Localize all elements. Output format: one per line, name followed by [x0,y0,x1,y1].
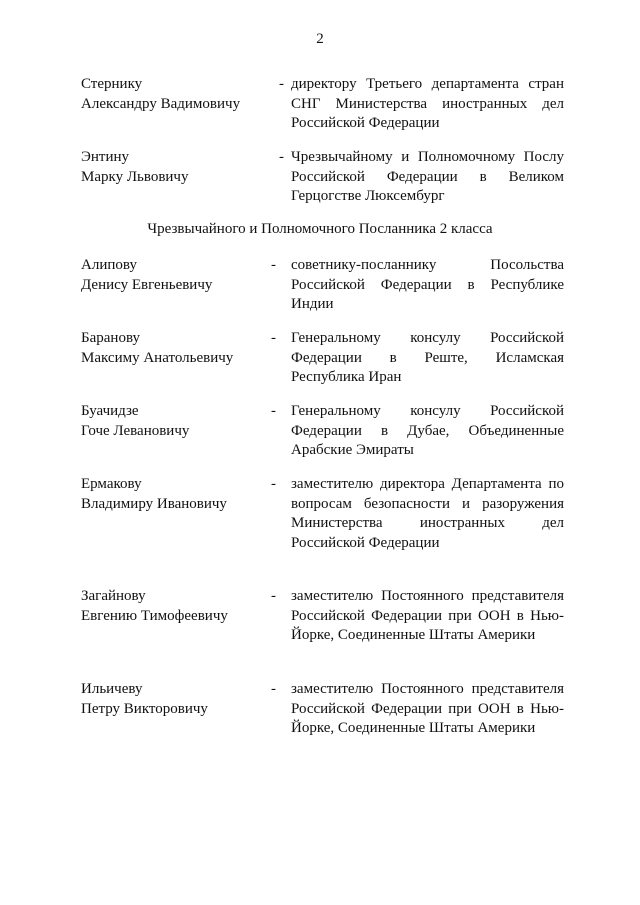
recipient-surname: Баранову [81,330,141,346]
recipient-given-names: Александру Вадимовичу [81,95,241,112]
separator-dash: - [271,588,276,604]
recipient-name [81,402,271,441]
separator-dash: - [279,149,284,165]
section-heading: Чрезвычайного и Полномочного Посланника 2 класса [147,221,493,237]
recipient-surname: Ильичеву [81,681,143,697]
separator-dash: - [271,403,276,419]
recipient-given-names: Петру Викторовичу [81,700,208,717]
separator-dash: - [271,476,276,492]
recipient-surname: Энтину [81,149,130,165]
recipient-position: директору Третьего департамента стран СНГ Министерства иностранных дел Российской Федерации [291,76,564,131]
recipient-surname: Загайнову [81,588,146,604]
recipient-given-names: Денису Евгеньевичу [81,276,213,293]
recipient-name [81,75,271,114]
recipient-given-names: Максиму Анатольевичу [81,349,234,366]
recipient-given-names: Гоче Левановичу [81,422,190,439]
separator-dash: - [271,681,276,697]
recipient-position: Генеральному консулу Российской Федерации в Реште, Исламская Республика Иран [291,330,564,385]
recipient-surname: Ермакову [81,476,142,492]
recipient-position: Чрезвычайному и Полномочному Послу Российской Федерации в Великом Герцогстве Люксембург [291,149,564,204]
recipient-position: Генеральному консулу Российской Федерации в Дубае, Объединенные Арабские Эмираты [291,403,564,458]
recipient-position: заместителю Постоянного представителя Российской Федерации при ООН в Нью-Йорке, Соединенные Штаты Америки [291,681,564,736]
recipient-name [81,329,271,368]
recipient-given-names: Владимиру Ивановичу [81,495,227,512]
separator-dash: - [279,76,284,92]
recipient-name [81,587,271,626]
recipient-position: советнику-посланнику Посольства Российской Федерации в Республике Индии [291,257,564,312]
recipient-position: заместителю директора Департамента по вопросам безопасности и разоружения Министерства иностранных дел Российской Федерации [291,476,564,551]
recipient-name [81,256,271,295]
separator-dash: - [271,257,276,273]
separator-dash: - [271,330,276,346]
recipient-surname: Алипову [81,257,137,273]
recipient-surname: Буачидзе [81,403,139,419]
recipient-name [81,148,271,187]
recipient-given-names: Евгению Тимофеевичу [81,607,228,624]
recipient-surname: Стернику [81,76,143,92]
recipient-given-names: Марку Львовичу [81,168,189,185]
recipient-name [81,680,271,719]
recipient-name [81,475,271,514]
recipient-position: заместителю Постоянного представителя Российской Федерации при ООН в Нью-Йорке, Соединенные Штаты Америки [291,588,564,643]
page-number: 2 [316,31,324,47]
